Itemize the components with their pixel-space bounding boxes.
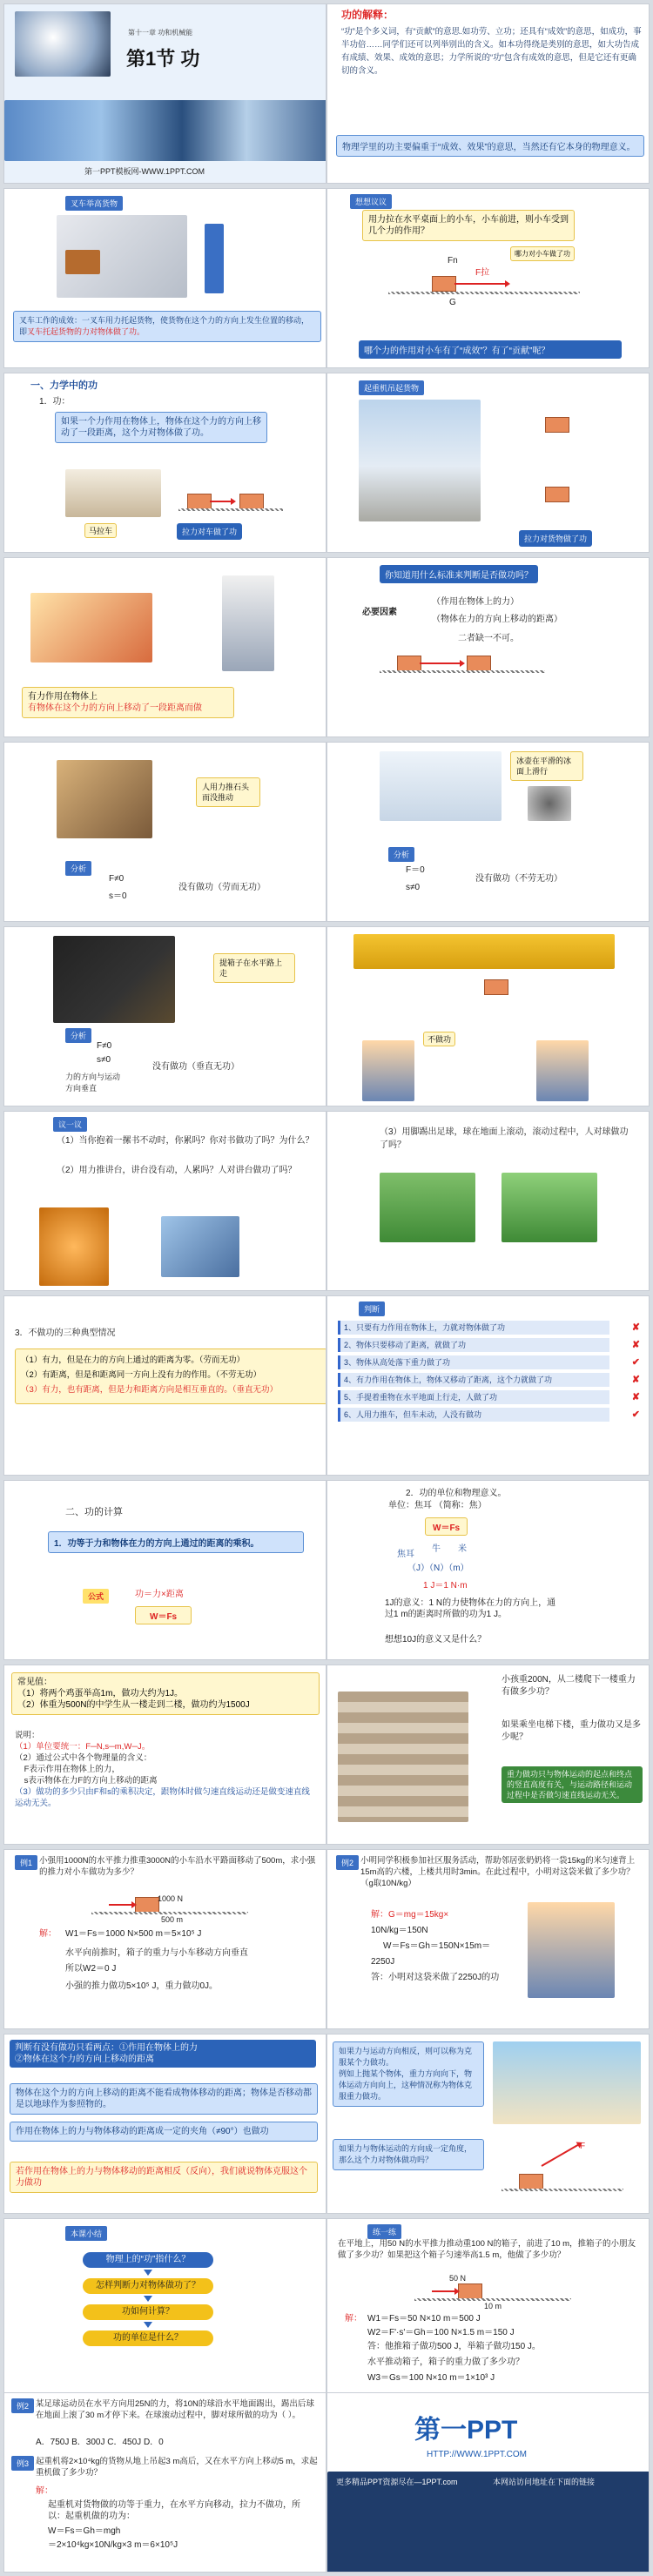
- load-top: [545, 417, 569, 433]
- student-image-left: [362, 1040, 414, 1101]
- note-4: s表示物体在力F的方向上移动的距离: [24, 1776, 158, 1786]
- solution-line-2: W2＝F'·s'＝Gh＝100 N×1.5 m＝150 J: [367, 2328, 515, 2337]
- solution-line-1: W1＝Fs＝50 N×10 m＝500 J: [367, 2314, 481, 2324]
- case-3: （3）有力，也有距离，但是力和距离方向是相互垂直的。（垂直无功）: [21, 1385, 279, 1395]
- cart-block: [432, 276, 456, 292]
- judge-tag: 判断: [359, 1301, 385, 1316]
- summary-step-4: 功的单位是什么？: [83, 2331, 213, 2346]
- flow-arrow: [144, 2322, 152, 2328]
- solution-label: 解：: [39, 1929, 57, 1939]
- explanation-note: 物理学里的功主要偏重于“成效、效果”的意思，当然还有它本身的物理意义。: [336, 135, 644, 157]
- force-callout: 哪力对小车做了功: [510, 246, 575, 261]
- example-tag-3: 例3: [11, 2456, 34, 2471]
- force-label: 1000 N: [158, 1894, 184, 1903]
- criteria-both: 二者缺一不可。: [458, 634, 519, 643]
- formula-tag: 公式: [83, 1589, 109, 1604]
- conclusion: 没有做功（劳而无功）: [178, 883, 266, 892]
- note-5: （3）做功的多少只由F和s的乘积决定，跟物体时做匀速直线运动还是做变速直线运动无关。: [15, 1787, 310, 1808]
- solution-line-1: 起重机对货物做的功等于重力，在水平方向移动，拉力不做功，所以：起重机做的功为：: [48, 2500, 300, 2521]
- slide-unit[interactable]: [326, 1480, 650, 1660]
- slide-crane-walk[interactable]: [326, 926, 650, 1106]
- watermark: 第一PPT模板网-WWW.1PPT.COM: [84, 167, 205, 176]
- slide-judge[interactable]: [326, 1295, 650, 1476]
- transport-strip-image: [4, 100, 326, 161]
- think-question: 用力拉在水平桌面上的小车，小车前进，则小车受到几个力的作用？: [362, 210, 575, 241]
- example-question: 小明同学积极参加社区服务活动，帮助邻居张奶奶将一袋15kg的米匀速背上15m高的六楼，上楼共用时3min。在此过程中，小明对这袋米做了多少功？（g取10N/kg）: [360, 1856, 636, 1888]
- box-block: [458, 2283, 482, 2299]
- discuss-question-1: （1）当你抱着一摞书不动时，你累吗？你对书做功了吗？为什么？: [57, 1136, 314, 1146]
- example-tag: 例2: [336, 1855, 359, 1870]
- slide-crane[interactable]: [326, 373, 650, 553]
- criteria-block-1: [397, 656, 421, 671]
- formula-words: 功＝力×距离: [135, 1590, 184, 1599]
- against-force-note: [333, 2041, 484, 2107]
- cargo-box: [65, 250, 100, 274]
- force-pull-label: F拉: [475, 268, 490, 278]
- distance-value: s≠0: [97, 1055, 111, 1065]
- rule-point-3: 若作用在物体上的力与物体移动的距离相反（反向），我们就说物体克服这个力做功: [10, 2162, 318, 2193]
- conclusion: 没有做功（垂直无功）: [152, 1062, 239, 1072]
- stairs-question: 小孩重200N，从二楼爬下一楼重力有做多少功？: [502, 1675, 636, 1697]
- calc-heading: 二、功的计算: [65, 1507, 123, 1517]
- distance-value: s＝0: [109, 891, 127, 901]
- discuss-question-2: （2）用力推讲台，讲台没有动，人累吗？人对讲台做功了吗？: [57, 1166, 297, 1175]
- judge-mark: ✘: [631, 1322, 640, 1333]
- example-tag: 例2: [11, 2398, 34, 2413]
- judge-item: 6、人用力推车，但车未动，人没有做功: [338, 1408, 609, 1422]
- notes-block: [15, 1730, 311, 1809]
- slide-common-values[interactable]: [3, 1665, 326, 1845]
- solution-line-3: ＝2×10⁴kg×10N/kg×3 m＝6×10⁵J: [48, 2540, 178, 2550]
- common-values-box: [11, 1672, 320, 1715]
- angle-force-label: F: [580, 2142, 586, 2151]
- unit-equation: 1 J＝1 N·m: [423, 1581, 468, 1591]
- slide-brand[interactable]: [326, 2392, 650, 2573]
- solution-line-3: 2250J: [371, 1957, 395, 1967]
- horse-cart-image: [65, 469, 161, 517]
- definition-box: 如果一个力作用在物体上，物体在这个力的方向上移动了一段距离，这个力对物体做了功。: [55, 412, 267, 443]
- judge-item: 5、手提着重物在水平地面上行走，人做了功: [338, 1390, 609, 1404]
- judge-item: 3、物体从高处落下重力做了功: [338, 1355, 609, 1369]
- work-condition-b: 有物体在这个力的方向上移动了一段距离而做: [28, 703, 202, 713]
- example-options: A．750J B．300J C．450J D．0: [36, 2438, 164, 2447]
- unit-meter: 米: [458, 1544, 467, 1554]
- slide-curling[interactable]: [326, 742, 650, 922]
- student-carrying-image: [528, 1902, 615, 1998]
- formula-symbol: W＝Fs: [135, 1606, 192, 1624]
- slide-practice[interactable]: [326, 2218, 650, 2398]
- example-question-3: 起重机将2×10⁴kg的货物从地上吊起3 m高后，又在水平方向上移动5 m，求起重机做了多少功？: [36, 2457, 318, 2478]
- slide-stairs[interactable]: [326, 1665, 650, 1845]
- flow-arrow: [144, 2296, 152, 2302]
- solution-line-4: 水平推动箱子，箱子的重力做了多少功？: [367, 2357, 524, 2367]
- angled-force-arrow: [542, 2143, 580, 2167]
- judge-mark: ✘: [631, 1340, 640, 1350]
- explanation-heading: 功的解释：: [341, 9, 394, 21]
- push-arrow: [109, 1904, 133, 1906]
- slide-title[interactable]: [3, 3, 326, 184]
- distance-label: 10 m: [484, 2302, 502, 2310]
- solution-line-2: W＝Fs＝Gh＝mgh: [48, 2526, 121, 2536]
- think-question-2: 哪个力的作用对小车有了“成效”？有了“贡献”呢？: [359, 340, 622, 359]
- practice-question: 在平地上，用50 N的水平推力推动重100 N的箱子，前进了10 m，推箱子的小朋友做了多少功？如果把这个箱子匀速举高1.5 m，他做了多少功？: [338, 2239, 636, 2260]
- against-note-2: 例如上抛某个物体，重力方向向下，物体运动方向向上，这种情况称为物体克服重力做功。: [339, 2069, 473, 2101]
- slide-kick-ball[interactable]: [326, 1111, 650, 1291]
- ground-line: [178, 508, 283, 511]
- slide-work-calc[interactable]: [3, 1480, 326, 1660]
- solution-line-3: 答：他推箱子做功500 J，举箱子做功150 J。: [367, 2342, 541, 2351]
- brand-caption-1: 更多精品PPT资源尽在—1PPT.com: [336, 2478, 458, 2486]
- gravity-label: G: [449, 298, 456, 307]
- criteria-block-2: [467, 656, 491, 671]
- solution-label: 解：: [345, 2314, 362, 2324]
- lift-bucket-image: [222, 575, 274, 671]
- slide-work-definition[interactable]: [3, 373, 326, 553]
- note-3: F表示作用在物体上的力，: [24, 1765, 120, 1774]
- cartoon-holding-books: [39, 1207, 109, 1286]
- diagram-block-1: [187, 494, 212, 509]
- slide-explanation[interactable]: [326, 3, 650, 184]
- note-2: （2）通过公式中各个物理量的含义：: [15, 1753, 152, 1763]
- curling-bubble: 冰壶在平滑的冰面上滑行: [510, 751, 583, 781]
- solution-line-2: W＝Fs＝Gh＝150N×15m＝: [383, 1941, 491, 1951]
- push-cart-image: [30, 593, 152, 662]
- force-value: F≠0: [109, 874, 125, 884]
- cases-heading: 3．不做功的三种典型情况: [15, 1328, 116, 1338]
- slide-against-force[interactable]: [326, 2034, 650, 2214]
- notes-heading: 说明：: [15, 1731, 40, 1740]
- solution-label: 解：G＝mg＝15kg×: [371, 1910, 449, 1920]
- hanging-load: [484, 979, 508, 995]
- forklift-note-b: 叉车托起货物的力对物体做了功。: [27, 327, 145, 336]
- ground-line: [502, 2189, 623, 2191]
- case-2: （2）有距离，但是和距离同一方向上没有力的作用。（不劳无功）: [21, 1370, 262, 1380]
- crane-tag: 起重机吊起货物: [359, 380, 424, 395]
- example-question: 某足球运动员在水平方向用25N的力，将10N的球沿水平地面踢出，踢出后球在地面上滚了30 m才停下来。在球滚动过程中，脚对球所做的功为（ ）。: [36, 2399, 314, 2420]
- unit-newton: 牛: [432, 1544, 441, 1554]
- unit-formula: W＝Fs: [425, 1517, 468, 1536]
- slide-three-cases[interactable]: [3, 1295, 326, 1476]
- slide-discuss[interactable]: [3, 1111, 326, 1291]
- judge-item: 4、有力作用在物体上，物体又移动了距离，这个力就做了功: [338, 1373, 609, 1387]
- crane-work-label: 拉力对货物做了功: [519, 530, 592, 547]
- beach-throw-photo: [493, 2041, 641, 2124]
- ground-line: [380, 670, 545, 673]
- judge-mark: ✘: [631, 1375, 640, 1385]
- analysis-tag: 分析: [65, 1028, 91, 1043]
- calc-definition: 1．功等于力和物体在力的方向上通过的距离的乘积。: [48, 1531, 304, 1553]
- criteria-distance: （物体在力的方向上移动的距离）: [432, 615, 562, 624]
- push-arrow: [432, 2290, 456, 2292]
- student-image-right: [536, 1040, 589, 1101]
- stairs-photo: [338, 1692, 468, 1822]
- summary-step-3: 功如何计算？: [83, 2304, 213, 2320]
- crane-photo: [359, 400, 481, 521]
- distance-label: 500 m: [161, 1915, 184, 1924]
- cartoon-pushing-desk: [161, 1216, 239, 1277]
- astronaut-image: [15, 11, 111, 77]
- forklift-tag: 叉车举高货物: [65, 196, 123, 211]
- judge-mark: ✔: [631, 1409, 640, 1420]
- slide-summary[interactable]: [3, 2218, 326, 2398]
- lift-bar: [205, 224, 224, 293]
- angle-question: 如果力与物体运动的方向成一定角度，那么这个力对物体做功吗？: [333, 2139, 484, 2170]
- carry-box-image: [53, 936, 175, 1023]
- slide-push-rock[interactable]: [3, 742, 326, 922]
- forklift-note-a: 叉车工作的成效：一叉车用力托起货物，使货物在这个力的方向上发生位置的移动，即: [19, 316, 310, 336]
- direction-note: 力的方向与运动方向垂直: [65, 1073, 121, 1093]
- think-tag: 想想议议: [350, 194, 392, 209]
- judge-item: 2、物体只要移动了距离，就做了功: [338, 1338, 609, 1352]
- kick-photo-1: [380, 1173, 475, 1242]
- solution-line-4: 小强的推力做功5×10⁵ J，重力做功0J。: [65, 1981, 219, 1991]
- pull-arrow: [454, 283, 507, 285]
- chapter-label: 第十一章 功和机械能: [128, 29, 193, 37]
- kick-question: （3）用脚踢出足球，球在地面上滚动，滚动过程中，人对球做功了吗？: [380, 1127, 629, 1150]
- judge-mark: ✔: [631, 1357, 640, 1368]
- analysis-tag: 分析: [388, 847, 414, 862]
- unit-symbols: （J）（N）（m）: [407, 1564, 469, 1573]
- stairs-answer: 重力做功只与物体运动的起点和终点的竖直高度有关，与运动路径和运动过程中是否做匀速直线运动无关。: [502, 1766, 643, 1803]
- against-note-1: 如果力与运动方向相反，则可以称为克服某个力做功。: [339, 2047, 473, 2067]
- normal-force-label: Fn: [448, 256, 458, 266]
- brand-caption-2: 本网站访问地址在下面的链接: [493, 2478, 596, 2486]
- judge-item: 1、只要有力作用在物体上，力就对物体做了功: [338, 1321, 609, 1335]
- solution-line-4: 答：小明对这袋米做了2250J的功: [371, 1973, 500, 1982]
- brand-logo: 第一PPT: [414, 2416, 518, 2445]
- criteria-label: 必要因素: [362, 608, 397, 617]
- solution-line-2: 水平向前推时，箱子的重力与小车移动方向垂直: [65, 1948, 248, 1958]
- slide-criteria[interactable]: [326, 557, 650, 737]
- solution-line-3: 所以W2＝0 J: [65, 1964, 117, 1974]
- load-bottom: [545, 487, 569, 502]
- flow-arrow: [144, 2270, 152, 2276]
- conclusion: 没有做功（不劳无功）: [475, 874, 562, 884]
- slide-example-3[interactable]: [3, 2392, 326, 2573]
- force-value: F＝0: [406, 865, 425, 875]
- unit-meaning: 1J的意义：1 N的力使物体在力的方向上，通过1 m的距离时所做的功为1 J。: [385, 1598, 556, 1619]
- unit-heading: 2．功的单位和物理意义。: [406, 1489, 507, 1498]
- rule-point-1: 物体在这个力的方向上移动的距离不能看成物体移动的距离；物体是否移动都是以地球作为参照物的。: [10, 2083, 318, 2115]
- no-work-tag: 不做功: [423, 1032, 455, 1046]
- example-question: 小强用1000N的水平推力推重3000N的小车沿水平路面移动了500m，求小强的推力对小车做功为多少？: [39, 1856, 316, 1877]
- slide-rules[interactable]: [3, 2034, 326, 2214]
- example-tag: 例1: [15, 1855, 37, 1870]
- criteria-arrow: [420, 662, 461, 664]
- criteria-force: （作用在物体上的力）: [432, 597, 519, 607]
- work-condition-a: 有力作用在物体上: [28, 692, 98, 702]
- rule-point-2: 作用在物体上的力与物体移动的距离成一定的夹角（≠90°）也做功: [10, 2122, 318, 2142]
- practice-tag: 练一练: [367, 2224, 401, 2239]
- unit-name: 单位：焦耳 （简称：焦）: [388, 1501, 487, 1510]
- common-values-heading: 常见值：: [17, 1678, 52, 1687]
- diagram-block-2: [239, 494, 264, 509]
- common-value-1: （1）将两个鸡蛋举高1m，做功大约为1J。: [17, 1689, 184, 1698]
- angle-block: [519, 2174, 543, 2189]
- judge-mark: ✘: [631, 1392, 640, 1402]
- note-1: （1）单位要统一：F─N,s─m,W─J。: [15, 1742, 151, 1752]
- slide-push[interactable]: [3, 557, 326, 737]
- push-rock-image: [57, 760, 152, 838]
- slide-forklift[interactable]: [3, 188, 326, 368]
- slide-example-2[interactable]: [326, 1849, 650, 2029]
- ground-line: [388, 292, 580, 294]
- carry-box-bubble: 提箱子在水平路上走: [213, 953, 295, 983]
- crane-arm-image: [353, 934, 615, 969]
- criteria-question: 你知道用什么标准来判断是否做功吗？: [380, 565, 538, 583]
- force-value: F≠0: [97, 1041, 112, 1051]
- explanation-paragraph: “功”是个多义词，有“贡献”的意思.如功劳、立功；还具有“成效”的意思，如成功，事半功倍……同学们还可以列举别出的含义。如本功得绕是类别的意思，如大功告成有成绩、效果、成效的意思；力学所说的“功”包含有成效的意思，但是它还有更确切的含义。: [341, 27, 642, 76]
- summary-step-2: 怎样判断力对物体做功了？: [83, 2278, 213, 2294]
- solution-line-5: W3＝Gs＝100 N×10 m＝1×10³ J: [367, 2373, 495, 2383]
- push-rock-bubble: 人用力推石头而没推动: [196, 777, 260, 807]
- horse-label: 马拉车: [84, 523, 117, 538]
- solution-line-1: 10N/kg＝150N: [371, 1926, 428, 1935]
- solution-line-1: W1＝Fs＝1000 N×500 m＝5×10⁵ J: [65, 1929, 202, 1939]
- pull-work-label: 拉力对车做了功: [177, 523, 242, 540]
- analysis-tag: 分析: [65, 861, 91, 876]
- kick-photo-2: [502, 1173, 597, 1242]
- case-1: （1）有力，但是在力的方向上通过的距离为零。（劳而无功）: [21, 1355, 246, 1365]
- slide-title-text: 第1节 功: [126, 48, 200, 70]
- common-value-2: （2）体重为500N的中学生从一楼走到二楼，做功约为1500J: [17, 1700, 250, 1710]
- slide-think[interactable]: [326, 188, 650, 368]
- force-label: 50 N: [449, 2274, 467, 2283]
- brand-url[interactable]: HTTP://WWW.1PPT.COM: [427, 2450, 527, 2459]
- section-heading: 一、力学中的功: [30, 380, 98, 391]
- force-arrow: [210, 501, 232, 502]
- forklift-note: [13, 311, 321, 342]
- curling-image: [380, 751, 502, 821]
- discuss-tag: 议一议: [53, 1117, 87, 1132]
- rules-header: [10, 2040, 316, 2068]
- distance-value: s≠0: [406, 883, 421, 892]
- cases-box: [15, 1349, 326, 1404]
- solution-label: 解：: [36, 2486, 53, 2496]
- cart-block: [135, 1897, 159, 1913]
- work-condition-note: [22, 687, 234, 718]
- rule-1: 判断有没有做功只看两点：①作用在物体上的力: [15, 2043, 198, 2053]
- unit-think: 想想10J的意义又是什么？: [385, 1635, 487, 1644]
- unit-joule: 焦耳: [397, 1550, 414, 1559]
- slide-carry-box[interactable]: [3, 926, 326, 1106]
- rule-2: ②物体在这个力的方向上移动的距离: [15, 2055, 154, 2064]
- subsection-label: 1．功：: [39, 397, 71, 407]
- stairs-question-2: 如果乘坐电梯下楼，重力做功又是多少呢？: [502, 1720, 641, 1742]
- slide-example-1[interactable]: [3, 1849, 326, 2029]
- summary-tag: 本课小结: [65, 2226, 107, 2241]
- curling-stone-image: [528, 786, 571, 821]
- summary-step-1: 物理上的“功”指什么？: [83, 2252, 213, 2268]
